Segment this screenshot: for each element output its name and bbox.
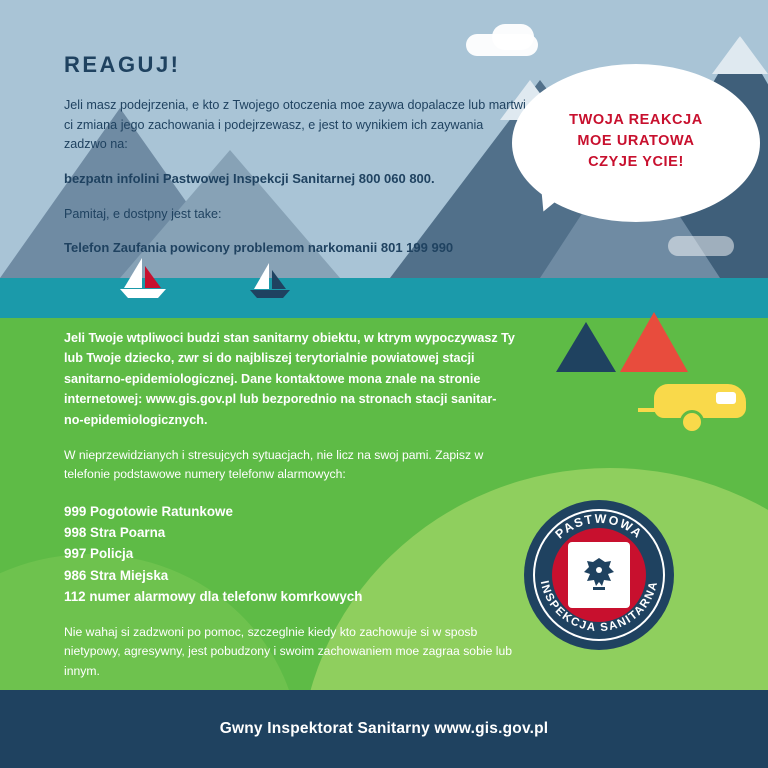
tent-red [620,312,688,372]
bubble-line-1: TWOJA REAKCJA [569,112,703,128]
tent-navy [556,322,616,372]
logo-arc-text [524,500,674,650]
top-text-block [64,52,526,274]
emergency-intro-paragraph: W nieprzewidzianych i stresujcych sytuacjach, nie licz na swoj pami. Zapisz w telefonie podstawowe numery telefonw alarmowych: [64,447,484,482]
speech-bubble [512,64,760,252]
logo-bottom-arc-label: INSPEKCJA SANITARNA [537,579,661,635]
caravan-wheel [680,410,704,434]
cloud-2 [492,24,534,50]
top-paragraph-1: Jeli masz podejrzenia, e kto z Twojego otoczenia moe zaywa dopalacze lub martwi ci zmiana jego zachowania i podejrzewasz, e jest to wynikiem ich zaywania zadzwo na: [64,98,526,152]
list-item: 986 Stra Miejska [64,567,169,583]
hotline-trust: Telefon Zaufania powicony problemom narkomanii 801 199 990 [64,240,454,256]
caravan-window [716,392,736,404]
sanitary-station-paragraph: Jeli Twoje wtpliwoci budzi stan sanitarny obiektu, w ktrym wypoczywasz Ty lub Twoje dziecko, zwr si do najbliszej terytorialnie powiatowej stacji sanitarno-epidemiologicznej. Dane kontaktowe mona znale na stronie internetowej: www.gis.gov.pl lub bezporednio na stronach stacji sanitar-no-epidemiologicznych. [64,331,515,427]
footer-label: Gwny Inspektorat Sanitarny www.gis.gov.pl [219,720,549,737]
gis-logo [524,500,674,650]
logo-top-arc-label: PASTWOWA [552,511,646,542]
caravan-hitch [638,408,660,412]
top-paragraph-2: Pamitaj, e dostpny jest take: [64,206,222,221]
page-title: REAGUJ! [64,52,181,77]
hotline-sanitary: bezpatn infolini Pastwowej Inspekcji Sanitarnej 800 060 800. [64,170,435,186]
speech-bubble-text [536,110,736,173]
call-for-help-paragraph: Nie wahaj si zadzwoni po pomoc, szczeglnie kiedy kto zachowuje si w sposb nietypowy, agresywny, jest pobudzony i swoim zachowaniem moe zagraa sobie lub innym. [64,624,513,678]
caravan [638,384,750,434]
green-text-block [64,328,516,697]
list-item: 112 numer alarmowy dla telefonw komrkowych [64,588,363,604]
footer-bar [0,690,768,768]
list-item: 999 Pogotowie Ratunkowe [64,503,233,519]
list-item: 997 Policja [64,546,134,562]
emergency-number-list [64,501,516,607]
bubble-line-3: CZYJE YCIE! [588,154,684,171]
bubble-line-2: MOE URATOWA [577,133,695,150]
list-item: 998 Stra Poarna [64,525,166,541]
